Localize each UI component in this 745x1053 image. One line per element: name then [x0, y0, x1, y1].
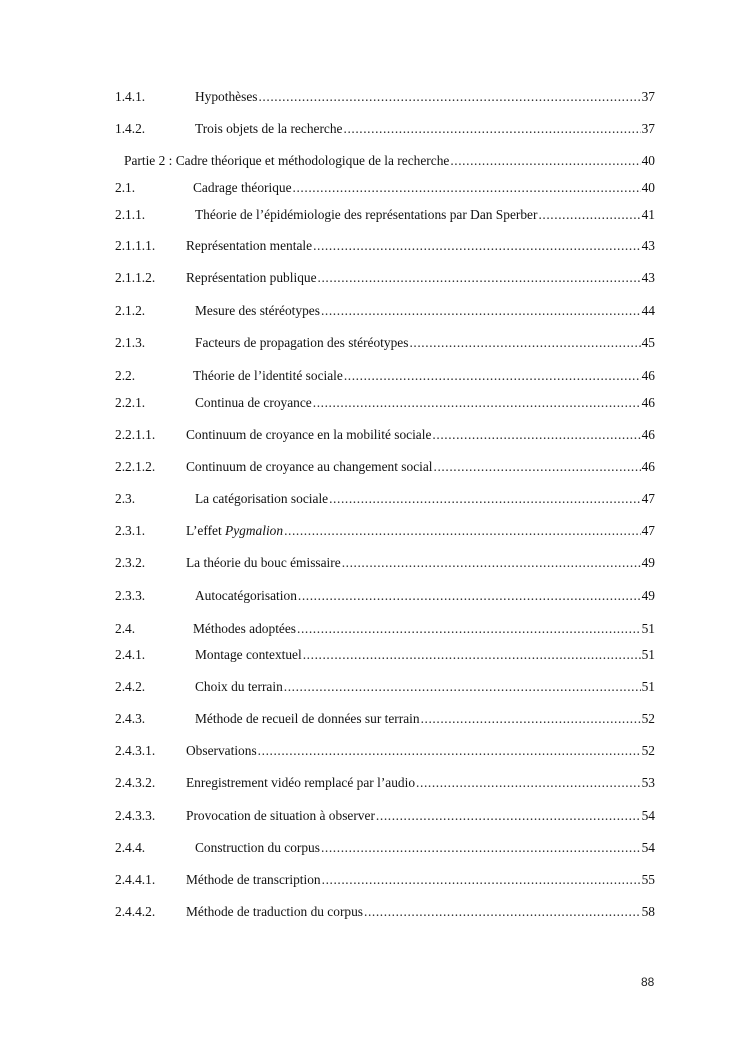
toc-leader-dots — [421, 709, 641, 729]
toc-entry-page: 37 — [641, 121, 655, 136]
toc-entry-number: 2.4.4. — [115, 840, 146, 855]
toc-entry[interactable] — [115, 178, 655, 198]
toc-entry-number: 2.1.2. — [115, 303, 146, 318]
toc-entry-page: 37 — [641, 89, 655, 104]
toc-entry-page: 46 — [641, 427, 655, 442]
toc-entry-number: 2.3. — [115, 491, 136, 506]
toc-entry-title: Mesure des stéréotypes — [195, 303, 320, 318]
toc-entry[interactable] — [115, 553, 655, 573]
toc-entry-number: 2.1. — [115, 180, 136, 195]
toc-entry-page: 43 — [641, 238, 655, 253]
toc-entry-page: 51 — [641, 621, 655, 636]
toc-leader-dots — [313, 393, 641, 413]
toc-entry-page: 49 — [641, 555, 655, 570]
toc-entry-number: 2.1.1. — [115, 207, 146, 222]
toc-entry[interactable] — [115, 741, 655, 761]
toc-entry-number: 2.3.3. — [115, 588, 146, 603]
toc-entry-page: 40 — [641, 153, 655, 168]
toc-entry[interactable] — [115, 268, 655, 288]
toc-entry-number: 2.4.3.2. — [115, 775, 156, 790]
toc-leader-dots — [434, 457, 641, 477]
toc-entry[interactable] — [115, 205, 655, 225]
toc-entry[interactable] — [115, 393, 655, 413]
toc-entry[interactable] — [115, 838, 655, 858]
toc-entry-number: 2.3.2. — [115, 555, 146, 570]
toc-entry-number: 2.3.1. — [115, 523, 146, 538]
toc-entry[interactable] — [115, 489, 655, 509]
toc-leader-dots — [432, 425, 640, 445]
toc-leader-dots — [284, 521, 641, 541]
page-number: 88 — [641, 975, 655, 989]
toc-entry[interactable] — [115, 301, 655, 321]
toc-entry-title: Représentation publique — [186, 270, 317, 285]
toc-entry[interactable] — [115, 870, 655, 890]
toc-entry-title: Théorie de l’épidémiologie des représentations par Dan Sperber — [195, 207, 538, 222]
toc-entry-title: Autocatégorisation — [195, 588, 297, 603]
toc-entry-number: 2.4.3.1. — [115, 743, 156, 758]
toc-entry-page: 53 — [641, 775, 655, 790]
toc-entry-page: 46 — [641, 459, 655, 474]
toc-entry-title: Observations — [186, 743, 257, 758]
toc-entry-title: Méthodes adoptées — [193, 621, 297, 636]
toc-entry-page: 55 — [641, 872, 655, 887]
toc-entry-title: Méthode de transcription — [186, 872, 321, 887]
toc-entry-page: 52 — [641, 711, 655, 726]
toc-entry-title: Enregistrement vidéo remplacé par l’audio — [186, 775, 416, 790]
toc-entry-page: 43 — [641, 270, 655, 285]
toc-leader-dots — [342, 553, 641, 573]
toc-leader-dots — [293, 178, 641, 198]
toc-leader-dots — [344, 366, 641, 386]
toc-entry[interactable] — [115, 619, 655, 639]
toc-entry-title: Partie 2 : Cadre théorique et méthodologique de la recherche — [124, 153, 450, 168]
toc-leader-dots — [321, 838, 641, 858]
toc-leader-dots — [298, 586, 641, 606]
toc-entry[interactable] — [115, 87, 655, 107]
toc-entry-number: 2.4. — [115, 621, 136, 636]
toc-entry[interactable] — [115, 677, 655, 697]
toc-entry-title: Trois objets de la recherche — [195, 121, 343, 136]
toc-entry-number: 2.2.1. — [115, 395, 146, 410]
toc-entry[interactable] — [115, 333, 655, 353]
toc-entry-number: 2.1.1.2. — [115, 270, 156, 285]
toc-leader-dots — [364, 902, 641, 922]
toc-entry-number: 2.2.1.2. — [115, 459, 156, 474]
toc-entry-title — [186, 521, 283, 541]
toc-entry-page: 58 — [641, 904, 655, 919]
toc-entry-title-prefix: L’effet — [186, 523, 226, 538]
toc-entry-title: Hypothèses — [195, 89, 258, 104]
toc-entry-number: 2.4.2. — [115, 679, 146, 694]
toc-leader-dots — [297, 619, 641, 639]
toc-entry[interactable] — [115, 709, 655, 729]
toc-leader-dots — [322, 870, 641, 890]
toc-entry[interactable] — [115, 425, 655, 445]
toc-entry-page: 54 — [641, 840, 655, 855]
toc-entry[interactable] — [115, 236, 655, 256]
toc-entry-number: 2.2.1.1. — [115, 427, 156, 442]
toc-entry-page: 41 — [641, 207, 655, 222]
toc-entry[interactable] — [115, 457, 655, 477]
toc-entry-page: 51 — [641, 679, 655, 694]
toc-entry[interactable] — [115, 119, 655, 139]
toc-leader-dots — [318, 268, 641, 288]
toc-entry-title: Provocation de situation à observer — [186, 808, 375, 823]
toc-entry-number: 2.4.4.1. — [115, 872, 156, 887]
toc-entry-title: Méthode de recueil de données sur terrain — [195, 711, 420, 726]
toc-leader-dots — [329, 489, 641, 509]
toc-entry-title: Représentation mentale — [186, 238, 313, 253]
toc-leader-dots — [344, 119, 641, 139]
toc-entry[interactable] — [115, 806, 655, 826]
toc-leader-dots — [538, 205, 640, 225]
toc-entry-number: 1.4.1. — [115, 89, 146, 104]
toc-entry-title: Facteurs de propagation des stéréotypes — [195, 335, 409, 350]
toc-leader-dots — [303, 645, 641, 665]
toc-entry-page: 51 — [641, 647, 655, 662]
toc-entry-page: 40 — [641, 180, 655, 195]
toc-entry-title: Continua de croyance — [195, 395, 312, 410]
toc-entry-number: 1.4.2. — [115, 121, 146, 136]
toc-entry-part[interactable] — [115, 151, 655, 171]
toc-entry[interactable] — [115, 645, 655, 665]
toc-leader-dots — [258, 87, 640, 107]
toc-entry-title: Continuum de croyance au changement social — [186, 459, 433, 474]
toc-entry-page: 47 — [641, 523, 655, 538]
toc-entry-title: Montage contextuel — [195, 647, 302, 662]
toc-entry-title: Construction du corpus — [195, 840, 320, 855]
toc-leader-dots — [321, 301, 641, 321]
toc-entry-page: 52 — [641, 743, 655, 758]
toc-leader-dots — [376, 806, 641, 826]
toc-entry-page: 46 — [641, 368, 655, 383]
toc-leader-dots — [313, 236, 641, 256]
toc-entry-title: La théorie du bouc émissaire — [186, 555, 341, 570]
toc-entry-page: 54 — [641, 808, 655, 823]
toc-leader-dots — [450, 151, 640, 171]
toc-leader-dots — [258, 741, 641, 761]
toc-entry-number: 2.4.3. — [115, 711, 146, 726]
toc-entry[interactable] — [115, 586, 655, 606]
toc-entry[interactable] — [115, 366, 655, 386]
toc-entry-title: Cadrage théorique — [193, 180, 292, 195]
toc-entry-number: 2.4.1. — [115, 647, 146, 662]
toc-entry-page: 45 — [641, 335, 655, 350]
toc-entry-page: 44 — [641, 303, 655, 318]
toc-entry-title: Méthode de traduction du corpus — [186, 904, 364, 919]
toc-leader-dots — [409, 333, 640, 353]
toc-entry-page: 49 — [641, 588, 655, 603]
toc-entry[interactable] — [115, 902, 655, 922]
toc-leader-dots — [284, 677, 641, 697]
toc-entry-number: 2.4.4.2. — [115, 904, 156, 919]
toc-entry-number: 2.1.1.1. — [115, 238, 156, 253]
toc-entry-title-italic: Pygmalion — [225, 523, 284, 538]
toc-entry-title: Choix du terrain — [195, 679, 283, 694]
toc-entry-title: Continuum de croyance en la mobilité sociale — [186, 427, 432, 442]
toc-entry-page: 47 — [641, 491, 655, 506]
toc-entry-title: La catégorisation sociale — [195, 491, 329, 506]
toc-entry-number: 2.2. — [115, 368, 136, 383]
toc-entry[interactable] — [115, 521, 655, 541]
toc-entry[interactable] — [115, 773, 655, 793]
toc-entry-page: 46 — [641, 395, 655, 410]
toc-leader-dots — [416, 773, 641, 793]
toc-entry-number: 2.4.3.3. — [115, 808, 156, 823]
toc-entry-number: 2.1.3. — [115, 335, 146, 350]
toc-entry-title: Théorie de l’identité sociale — [193, 368, 343, 383]
